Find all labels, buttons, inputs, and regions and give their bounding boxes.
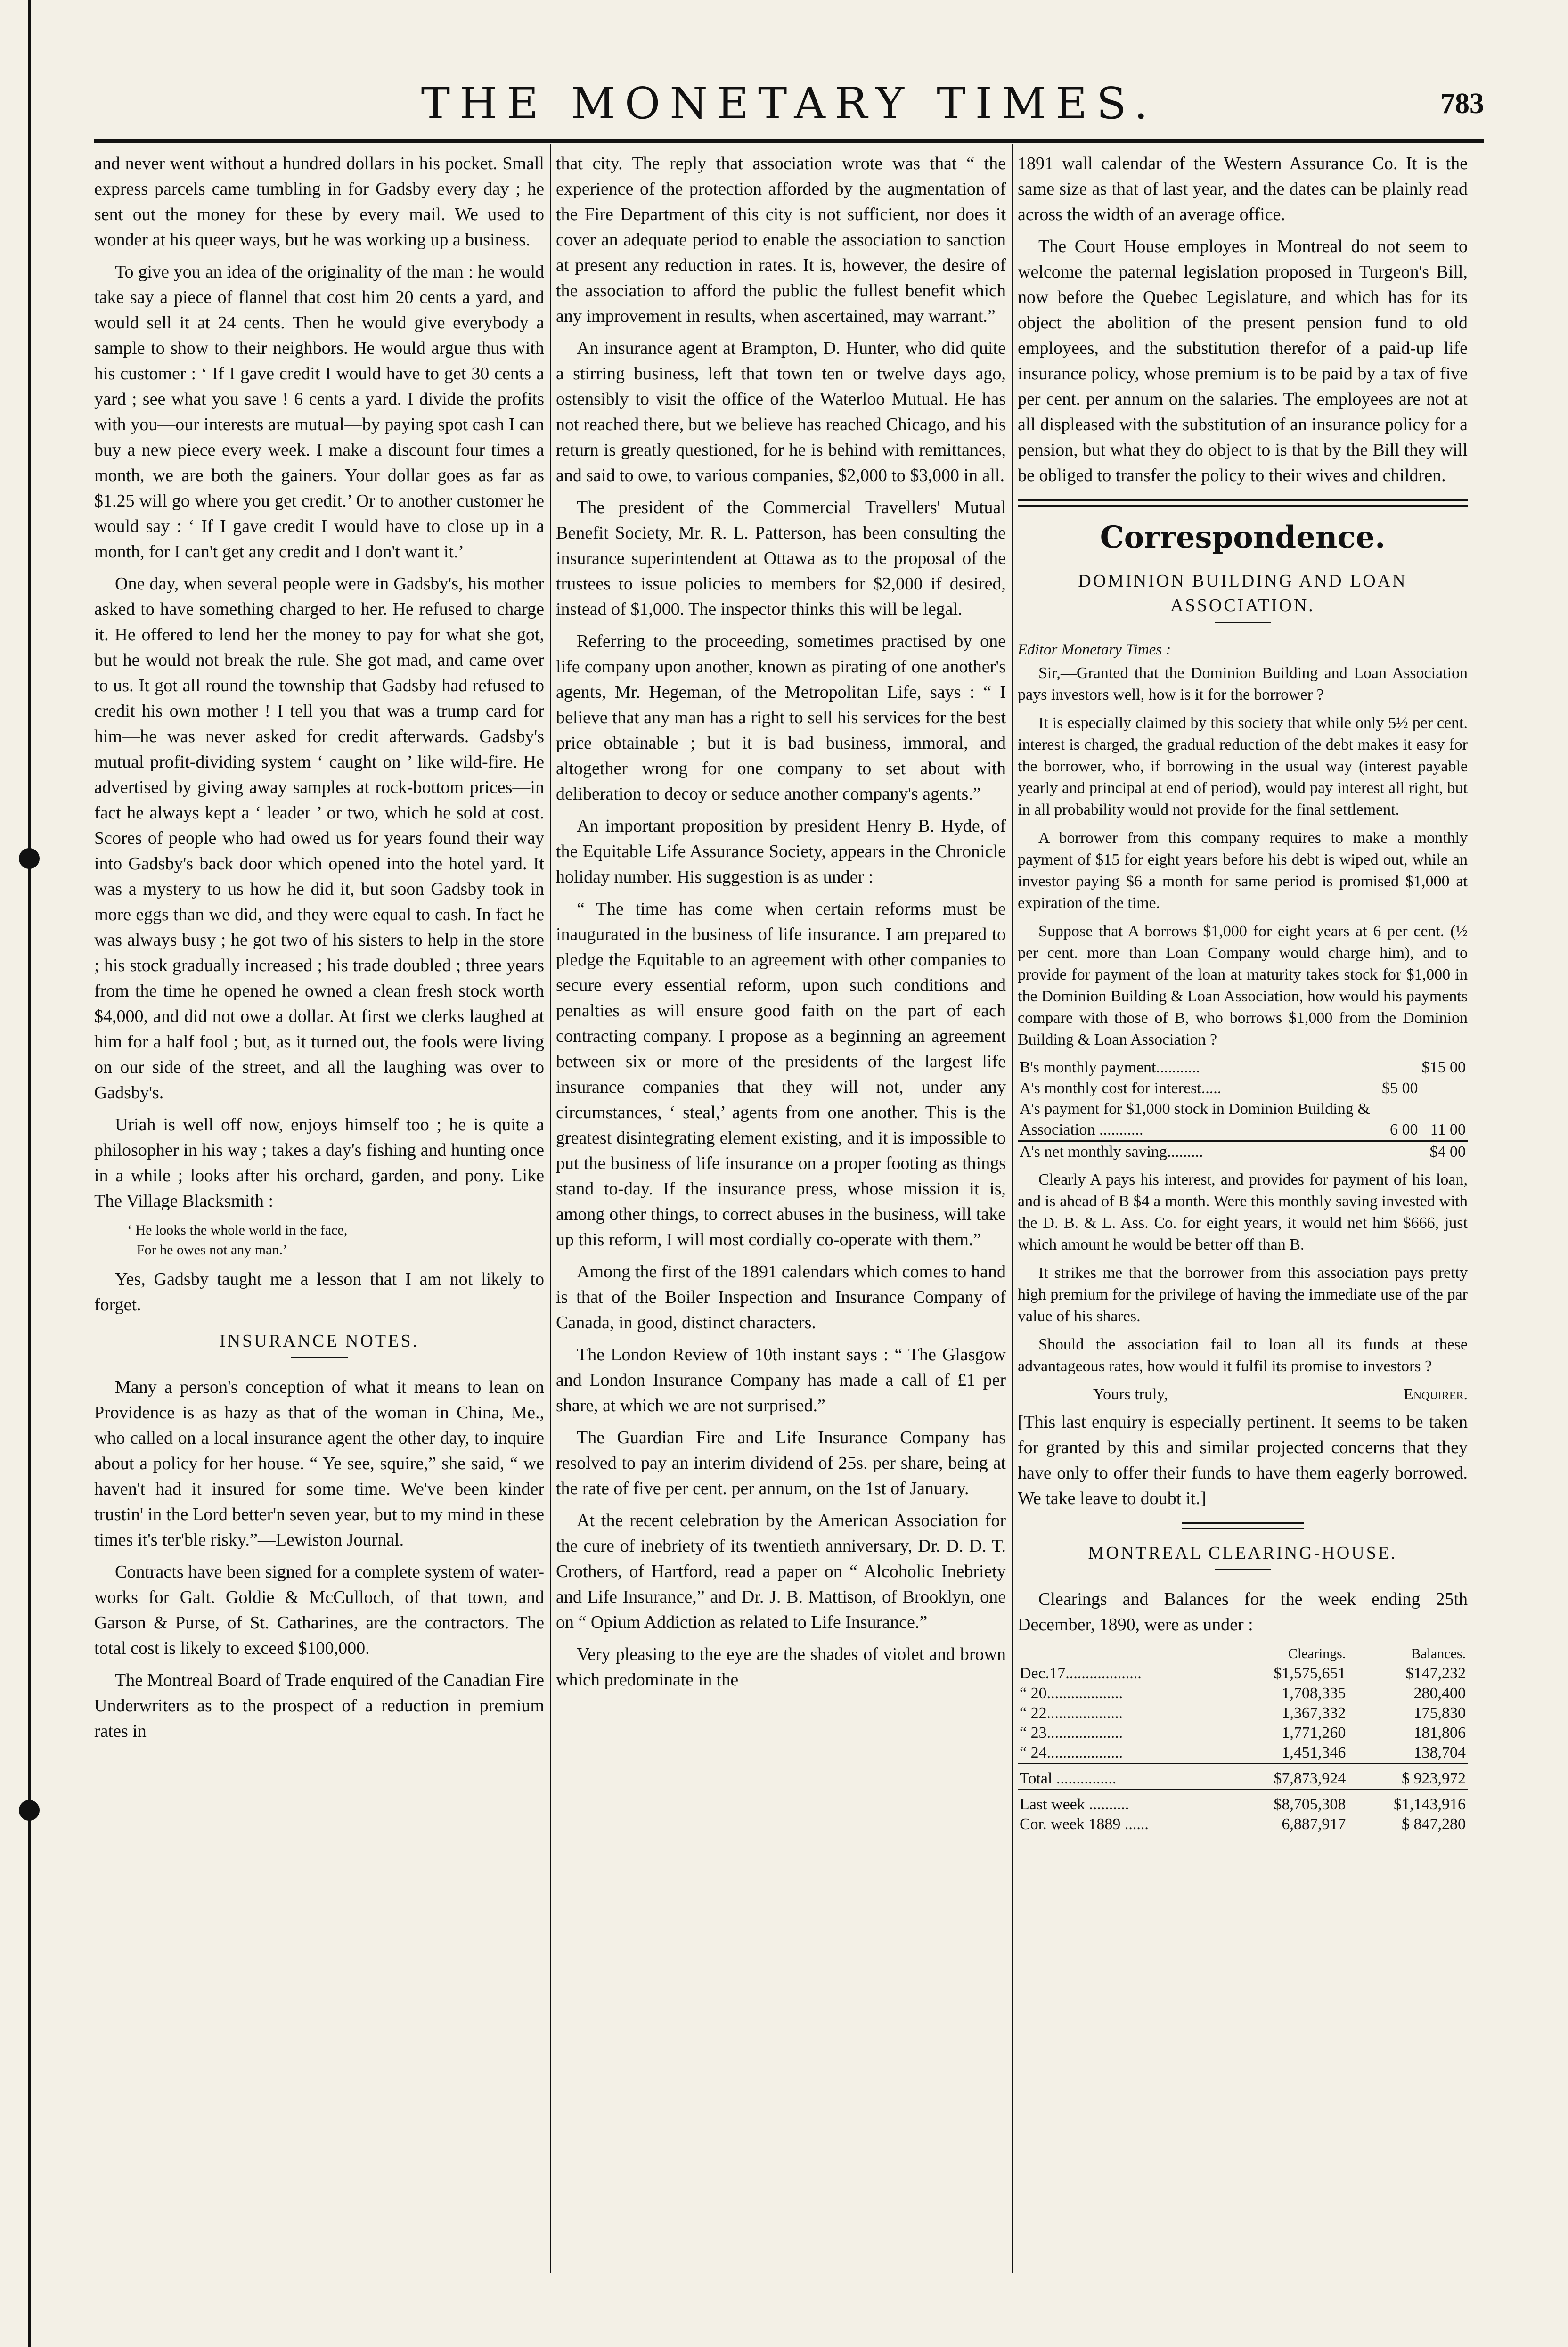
article-paragraph: The Guardian Fire and Life Insurance Company has resolved to pay an interim dividend of 25s. per share, being at the rate of five per cent. per annum, on the 1st of January.: [556, 1428, 1006, 1498]
signature-name: Enquirer.: [1404, 1386, 1468, 1403]
article-paragraph: The president of the Commercial Travellers' Mutual Benefit Society, Mr. R. L. Patterson, has been consulting the insurance superintendent at Ottawa as to the proposal of the trustees to issue policies to members for $2,000 if desired, instead of $1,000. The inspector thinks this will be legal.: [556, 498, 1006, 619]
article-paragraph: Very pleasing to the eye are the shades of violet and brown which predominate in the: [556, 1644, 1006, 1690]
dominion-heading: DOMINION BUILDING AND LOAN ASSOCIATION.: [1078, 571, 1407, 615]
table-row: [1018, 1703, 1468, 1723]
table-row: [1018, 1815, 1468, 1834]
column-3: [1018, 151, 1468, 1834]
balances-value: 175,830: [1413, 1704, 1466, 1722]
clearing-header-row: [1018, 1644, 1468, 1664]
figure-value: $15 00: [1421, 1059, 1466, 1076]
article-paragraph: The Montreal Board of Trade enquired of the Canadian Fire Underwriters as to the prospect of a reduction in premium rates in: [94, 1670, 544, 1741]
article-paragraph: An important proposition by president Henry B. Hyde, of the Equitable Life Assurance Society, appears in the Chronicle holiday number. His suggestion is as under :: [556, 816, 1006, 887]
total-row: [1018, 1764, 1468, 1790]
masthead: [94, 71, 1484, 137]
quote-line: ‘ He looks the whole world in the face,: [127, 1222, 348, 1238]
sign-off: Yours truly,: [1093, 1386, 1168, 1403]
balances-value: 280,400: [1413, 1685, 1466, 1702]
table-row: [1018, 1723, 1468, 1743]
article-paragraph: and never went without a hundred dollars in his pocket. Small express parcels came tumbling in for Gadsby every day ; he sent out the money for these by every mail. We used to wonder at his queer ways, but he was working up a business.: [94, 154, 544, 250]
balances-value: $ 847,280: [1402, 1815, 1466, 1833]
article-paragraph: The London Review of 10th instant says : “ The Glasgow and London Insurance Company has made a call of £1 per share, at which we are not surprised.”: [556, 1345, 1006, 1415]
clearing-intro: Clearings and Balances for the week ending 25th December, 1890, were as under :: [1018, 1589, 1468, 1635]
payment-figures-table: [1018, 1057, 1468, 1162]
column-header: Balances.: [1411, 1646, 1466, 1661]
article-paragraph: 1891 wall calendar of the Western Assurance Co. It is the same size as that of last year, and the dates can be plainly read across the width of an average office.: [1018, 154, 1468, 224]
figure-value: [1380, 1141, 1420, 1163]
figure-row: [1018, 1057, 1468, 1078]
clearings-value: 1,708,335: [1282, 1685, 1346, 1702]
figure-value: [1380, 1057, 1420, 1078]
column-divider: [1012, 144, 1013, 2273]
page-number: 783: [1440, 88, 1484, 120]
editor-line: Editor Monetary Times :: [1018, 641, 1171, 658]
balances-value: $ 923,972: [1348, 1764, 1468, 1790]
column-1: [94, 151, 544, 1750]
row-label: “ 22...................: [1020, 1704, 1123, 1722]
figure-label: B's monthly payment...........: [1020, 1059, 1200, 1076]
article-paragraph: Uriah is well off now, enjoys himself too ; he is quite a philosopher in his way ; takes a day's fishing and hunting once in a while ; looks after his orchard, garden, and pony. Like The Village Blacksmith :: [94, 1115, 544, 1211]
figure-label: A's monthly cost for interest.....: [1020, 1079, 1222, 1097]
heading-rule: [1215, 622, 1271, 623]
table-row: [1018, 1743, 1468, 1764]
letter-paragraph: Sir,—Granted that the Dominion Building and Loan Association pays investors well, how is it for the borrower ?: [1018, 664, 1468, 703]
balances-value: $1,143,916: [1348, 1790, 1468, 1815]
quote-line: For he owes not any man.’: [137, 1242, 287, 1258]
clearings-value: 1,451,346: [1282, 1744, 1346, 1761]
binding-hole-mark: [19, 1800, 40, 1821]
figure-row: [1018, 1099, 1468, 1141]
column-2: [556, 151, 1006, 1699]
figure-value: 6 00: [1390, 1121, 1418, 1138]
article-paragraph: “ The time has come when certain reforms must be inaugurated in the business of life insurance. I am prepared to pledge the Equitable to an agreement with other companies to secure every essential reform, upon such conditions and penalties as will ensure good faith on the part of each contracting company. I propose as a beginning an agreement between six or more of the presidents of the largest life insurance companies that they will not, under any circumstances, ‘ steal,’ agents from one another. This is the greatest disintegrating element existing, and it is impossible to put the business of life insurance on a proper footing as things stand to-day. If the insurance press, whose mission it is, among other things, to correct abuses in the business, will take up this reform, I will most cordially co-operate with them.”: [556, 899, 1006, 1250]
clearing-house-heading: MONTREAL CLEARING-HOUSE.: [1088, 1543, 1397, 1563]
section-double-rule: [1182, 1522, 1304, 1529]
row-label: Cor. week 1889 ......: [1020, 1815, 1149, 1833]
row-label: Last week ..........: [1018, 1790, 1228, 1815]
letter-paragraph: It is especially claimed by this society that while only 5½ per cent. interest is charged, the gradual reduction of the debt makes it easy for the borrower, who, if borrowing in the usual way (interest payable yearly and principal at end of period), would pay interest all right, but in all probability would not provide for the final settlement.: [1018, 714, 1468, 818]
figure-label: A's payment for $1,000 stock in Dominion Building & Association ...........: [1020, 1100, 1370, 1138]
binding-hole-mark: [19, 848, 40, 869]
clearings-value: $8,705,308: [1228, 1790, 1348, 1815]
row-label: “ 24...................: [1020, 1744, 1123, 1761]
row-label: Total ...............: [1018, 1764, 1228, 1790]
figure-label: A's net monthly saving.........: [1018, 1141, 1380, 1163]
correspondence-heading: Correspondence.: [1100, 520, 1386, 555]
article-paragraph: Yes, Gadsby taught me a lesson that I am not likely to forget.: [94, 1269, 544, 1315]
clearings-value: 1,771,260: [1282, 1724, 1346, 1742]
clearings-value: $7,873,924: [1228, 1764, 1348, 1790]
heading-rule: [291, 1357, 348, 1358]
letter-paragraph: Should the association fail to loan all its funds at these advantageous rates, how would it fulfil its promise to investors ?: [1018, 1336, 1468, 1375]
figure-value: $5 00: [1382, 1079, 1418, 1097]
balances-value: 138,704: [1413, 1744, 1466, 1761]
clearings-value: 1,367,332: [1282, 1704, 1346, 1722]
article-paragraph: To give you an idea of the originality of the man : he would take say a piece of flannel that cost him 20 cents a yard, and would sell it at 24 cents. Then he would give everybody a sample to show to their neighbors. He would argue thus with his customer : ‘ If I gave credit I would have to get 30 cents a yard ; see what you save ! 6 cents a yard. I divide the profits with you—our interests are mutual—by paying spot cash I can buy a new piece every week. I make a discount four times a month, we are both the gainers. Your dollar goes as far as $1.25 will go where you get credit.’ Or to another customer he would say : ‘ If I gave credit I would have to close up in a month, for I can't get any credit and I don't want it.’: [94, 262, 544, 562]
article-paragraph: An insurance agent at Brampton, D. Hunter, who did quite a stirring business, left that town ten or twelve days ago, ostensibly to visit the office of the Waterloo Mutual. He has not reached there, but we believe has reached Chicago, and his return is greatly questioned, for he is behind with remittances, and said to owe, to various companies, $2,000 to $3,000 in all.: [556, 338, 1006, 485]
article-paragraph: One day, when several people were in Gadsby's, his mother asked to have something charged to her. He refused to charge it. He offered to lend her the money to pay for what she got, but he would not break the rule. She got mad, and came over to us. It got all round the township that Gadsby had refused to credit his own mother ! I tell you that was a trump card for him—he was never asked for credit afterwards. Gadsby's mutual profit-dividing system ‘ caught on ’ like wild-fire. He advertised by giving away samples at rock-bottom prices—in fact he always kept a ‘ leader ’ or two, which he sold at cost. Scores of people who had owed us for years found their way into Gadsby's back door which opened into the hotel yard. It was a mystery to us how he did it, but soon Gadsby took in more eggs than we did, and they were equal to cash. In fact he was always busy ; he got two of his sisters to help in the store ; his stock gradually increased ; his trade doubled ; three years from the time he opened he owned a clean fresh stock worth $4,000, and did not owe a dollar. At first we clerks laughed at him for a half fool ; but, as it turned out, the fools were living on our side of the street, and all the laughing was over to Gadsby's.: [94, 574, 544, 1103]
column-divider: [550, 144, 551, 2273]
heading-rule: [1215, 1569, 1271, 1570]
row-label: “ 20...................: [1020, 1685, 1123, 1702]
article-paragraph: Among the first of the 1891 calendars which comes to hand is that of the Boiler Inspection and Insurance Company of Canada, in good, distinct characters.: [556, 1262, 1006, 1333]
figure-value: $4 00: [1420, 1141, 1468, 1163]
letter-signature: [1018, 1384, 1468, 1406]
article-paragraph: Many a person's conception of what it means to lean on Providence is as hazy as that of the woman in China, Me., who called on a local insurance agent the other day, to inquire about a policy for her house. “ Ye see, squire,” she said, “ we haven't had it insured for some time. We've been kinder trustin' in the Lord better'n seven year, but to my mind in these times it's ter'ble risky.”—Lewiston Journal.: [94, 1377, 544, 1550]
clearings-value: 6,887,917: [1282, 1815, 1346, 1833]
table-row: [1018, 1664, 1468, 1684]
figure-row: [1018, 1078, 1468, 1099]
letter-paragraph: It strikes me that the borrower from this association pays pretty high premium for the privilege of having the immediate use of the par value of his shares.: [1018, 1264, 1468, 1325]
letter-paragraph: A borrower from this company requires to make a monthly payment of $15 for eight years before his debt is wiped out, while an investor paying $6 a month for same period is promised $1,000 at expiration of the time.: [1018, 829, 1468, 912]
article-paragraph: Referring to the proceeding, sometimes practised by one life company upon another, known as pirating of one another's agents, Mr. Hegeman, of the Metropolitan Life, says : “ I believe that any man has a right to sell his services for the best price obtainable ; but it is bad business, immoral, and altogether wrong for one company to set about with deliberation to decoy or seduce another company's agents.”: [556, 631, 1006, 804]
clearings-value: $1,575,651: [1274, 1665, 1346, 1682]
section-double-rule: [1018, 499, 1468, 507]
figure-total-row: [1018, 1141, 1468, 1163]
row-label: Dec.17...................: [1020, 1665, 1142, 1682]
poem-quote: [127, 1220, 544, 1260]
article-paragraph: that city. The reply that association wrote was that “ the experience of the protection afforded by the augmentation of the Fire Department of this city is not sufficient, nor does it cover an adequate period to enable the association to sanction at present any reduction in rates. It is, however, the desire of the association to afford the public the fullest benefit which any improvement in results, when ascertained, may warrant.”: [556, 154, 1006, 326]
balances-value: 181,806: [1413, 1724, 1466, 1742]
balances-value: $147,232: [1405, 1665, 1466, 1682]
letter-paragraph: Suppose that A borrows $1,000 for eight years at 6 per cent. (½ per cent. more than Loan Company would charge him), and to provide for payment of the loan at maturity takes stock for $1,000 in the Dominion Building & Loan Association, how would his payments compare with those of B, who borrows $1,000 from the Dominion Building & Loan Association ?: [1018, 923, 1468, 1048]
table-row: [1018, 1790, 1468, 1815]
figure-value: 11 00: [1430, 1121, 1466, 1138]
article-paragraph: At the recent celebration by the American Association for the cure of inebriety of its twentieth anniversary, Dr. D. D. T. Crothers, of Hartford, read a paper on “ Alcoholic Inebriety and Life Insurance,” and Dr. J. B. Mattison, of Brooklyn, one on “ Opium Addiction as related to Life Insurance.”: [556, 1511, 1006, 1632]
article-paragraph: Contracts have been signed for a complete system of water-works for Galt. Goldie & McCulloch, of that town, and Garson & Purse, of St. Catharines, are the contractors. The total cost is likely to exceed $100,000.: [94, 1562, 544, 1658]
insurance-notes-heading: INSURANCE NOTES.: [220, 1331, 419, 1351]
table-row: [1018, 1684, 1468, 1703]
column-header: Clearings.: [1288, 1646, 1346, 1661]
article-paragraph: The Court House employes in Montreal do not seem to welcome the paternal legislation proposed in Turgeon's Bill, now before the Quebec Legislature, and which has for its object the abolition of the present pension fund to old employees, and the substitution therefor of a paid-up life insurance policy, whose premium is to be paid by a tax of five per cent. per annum on the salaries. The employees are not at all displeased with the substitution of an insurance policy for a pension, but what they do object to is that by the Bill they will be obliged to transfer the policy to their wives and children.: [1018, 237, 1468, 485]
masthead-rule: [94, 139, 1484, 143]
clearing-house-table: [1018, 1644, 1468, 1834]
editor-note: [This last enquiry is especially pertinent. It seems to be taken for granted by this and similar projected concerns that they have only to offer their funds to have them eagerly borrowed. We take leave to doubt it.]: [1018, 1412, 1468, 1508]
masthead-title: THE MONETARY TIMES.: [421, 78, 1158, 129]
binding-margin-rule: [28, 0, 31, 2347]
row-label: “ 23...................: [1020, 1724, 1123, 1742]
letter-paragraph: Clearly A pays his interest, and provides for payment of his loan, and is ahead of B $4 a month. Were this monthly saving invested with the D. B. & L. Ass. Co. for eight years, it would net him $666, just which amount he would be better off than B.: [1018, 1171, 1468, 1253]
figure-value: [1420, 1078, 1468, 1099]
